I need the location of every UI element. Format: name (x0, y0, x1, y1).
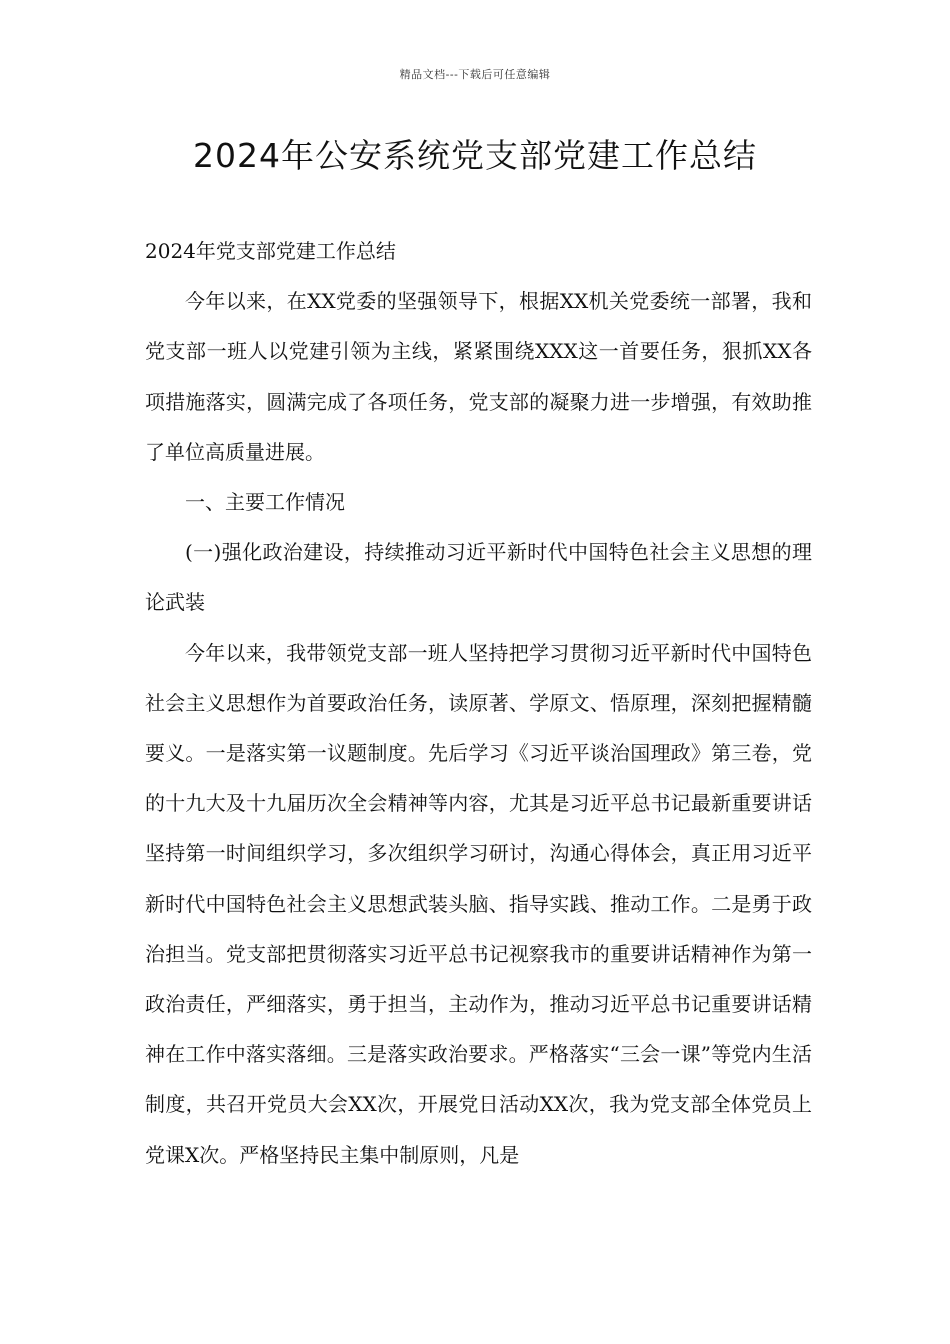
header-note: 精品文档---下载后可任意编辑 (399, 68, 551, 81)
section-heading: 一、主要工作情况 (185, 490, 345, 515)
body-paragraph: 今年以来，我带领党支部一班人坚持把学习贯彻习近平新时代中国特色社会主义思想作为首要政治任务，读原著、学原文、悟原理，深刻把握精髓要义。一是落实第一议题制度。先后学习《习近平谈治国理政》第三卷，党的十九大及十九届历次全会精神等内容，尤其是习近平总书记最新重要讲话坚持第一时间组织学习，多次组织学习研讨，沟通心得体会，真正用习近平新时代中国特色社会主义思想武装头脑、指导实践、推动工作。二是勇于政治担当。党支部把贯彻落实习近平总书记视察我市的重要讲话精神作为第一政治责任，严细落实，勇于担当，主动作为，推动习近平总书记重要讲话精神在工作中落实落细。三是落实政治要求。严格落实“三会一课”等党内生活制度，共召开党员大会XX次，开展党日活动XX次，我为党支部全体党员上党课X次。严格坚持民主集中制原则，凡是 (145, 640, 812, 1167)
subsection-heading: (一)强化政治建设，持续推动习近平新时代中国特色社会主义思想的理论武装 (145, 540, 812, 615)
subtitle: 2024年党支部党建工作总结 (145, 239, 396, 263)
document-body (145, 226, 812, 1180)
document-title: 2024年公安系统党支部党建工作总结 (193, 136, 757, 175)
intro-paragraph: 今年以来，在XX党委的坚强领导下，根据XX机关党委统一部署，我和党支部一班人以党建引领为主线，紧紧围绕XXX这一首要任务，狠抓XX各项措施落实，圆满完成了各项任务，党支部的凝聚力进一步增强，有效助推了单位高质量进展。 (145, 289, 812, 464)
